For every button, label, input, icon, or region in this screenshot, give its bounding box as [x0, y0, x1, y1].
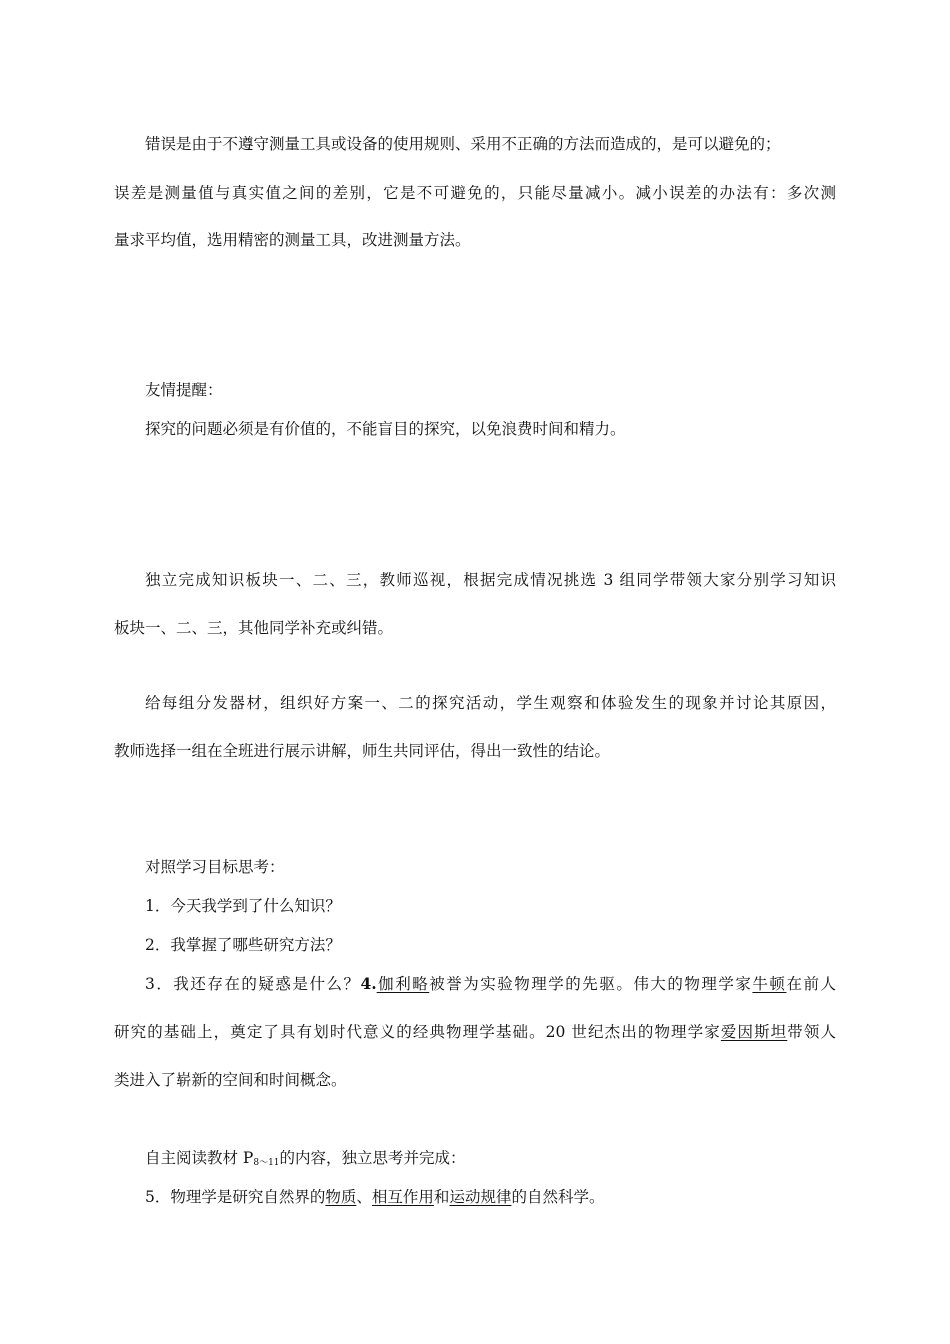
- reminder-title: 友情提醒：: [145, 381, 223, 399]
- item5-text-1: 5．物理学是研究自然界的: [145, 1188, 326, 1206]
- answer-interaction: 相互作用: [371, 1188, 434, 1206]
- error-paragraph-line-3: 量求平均值，选用精密的测量工具，改进测量方法。: [114, 231, 471, 249]
- reading-instruction: [145, 1148, 836, 1173]
- item5-sep-2: 和: [433, 1188, 450, 1206]
- item5-line: [145, 1187, 836, 1207]
- answer-matter: 物质: [325, 1188, 357, 1206]
- item4-number: 4.: [360, 974, 377, 993]
- reflection-question-1: 1．今天我学到了什么知识？: [145, 897, 341, 915]
- answer-einstein: 爱因斯坦: [720, 1023, 788, 1041]
- activity2-line-2: 教师选择一组在全班进行展示讲解，师生共同评估，得出一致性的结论。: [114, 742, 611, 760]
- answer-galileo: 伽利略: [376, 975, 430, 993]
- answer-newton: 牛顿: [752, 975, 787, 993]
- item4-text-3: 研究的基础上，奠定了具有划时代意义的经典物理学基础。20 世纪杰出的物理学家: [114, 1023, 721, 1041]
- error-paragraph-line-1: 错误是由于不遵守测量工具或设备的使用规则、采用不正确的方法而造成的，是可以避免的；: [145, 135, 781, 153]
- error-paragraph-line-2: 误差是测量值与真实值之间的差别，它是不可避免的，只能尽量减小。减小误差的办法有：多次测: [114, 184, 836, 202]
- answer-motion-laws: 运动规律: [449, 1188, 512, 1206]
- activity1-line-1: 独立完成知识板块一、二、三，教师巡视，根据完成情况挑选 3 组同学带领大家分别学习知识: [145, 571, 836, 589]
- reading-page-range: 8～11: [253, 1158, 280, 1168]
- item4-line-3: 类进入了崭新的空间和时间概念。: [114, 1071, 347, 1089]
- activity1-line-2: 板块一、二、三，其他同学补充或纠错。: [114, 619, 394, 637]
- activity2-line-1: 给每组分发器材，组织好方案一、二的探究活动，学生观察和体验发生的现象并讨论其原因，: [145, 694, 836, 712]
- reflection-question-3: 3．我还存在的疑惑是什么？: [145, 975, 361, 993]
- item5-text-2: 的自然科学。: [511, 1188, 605, 1206]
- reflection-question-3-line: [145, 974, 836, 994]
- reading-suffix: 的内容，独立思考并完成：: [279, 1149, 466, 1167]
- reflection-title: 对照学习目标思考：: [145, 858, 285, 876]
- reminder-text: 探究的问题必须是有价值的，不能盲目的探究，以免浪费时间和精力。: [145, 420, 626, 438]
- item5-sep-1: 、: [356, 1188, 372, 1206]
- item4-text-4: 带领人: [787, 1023, 836, 1041]
- reflection-question-2: 2．我掌握了哪些研究方法？: [145, 936, 341, 954]
- item4-text-1: 被誉为实验物理学的先驱。伟大的物理学家: [429, 975, 753, 993]
- item4-text-2: 在前人: [786, 975, 836, 993]
- item4-line-2: [114, 1022, 836, 1042]
- reading-prefix: 自主阅读教材 P: [145, 1149, 254, 1167]
